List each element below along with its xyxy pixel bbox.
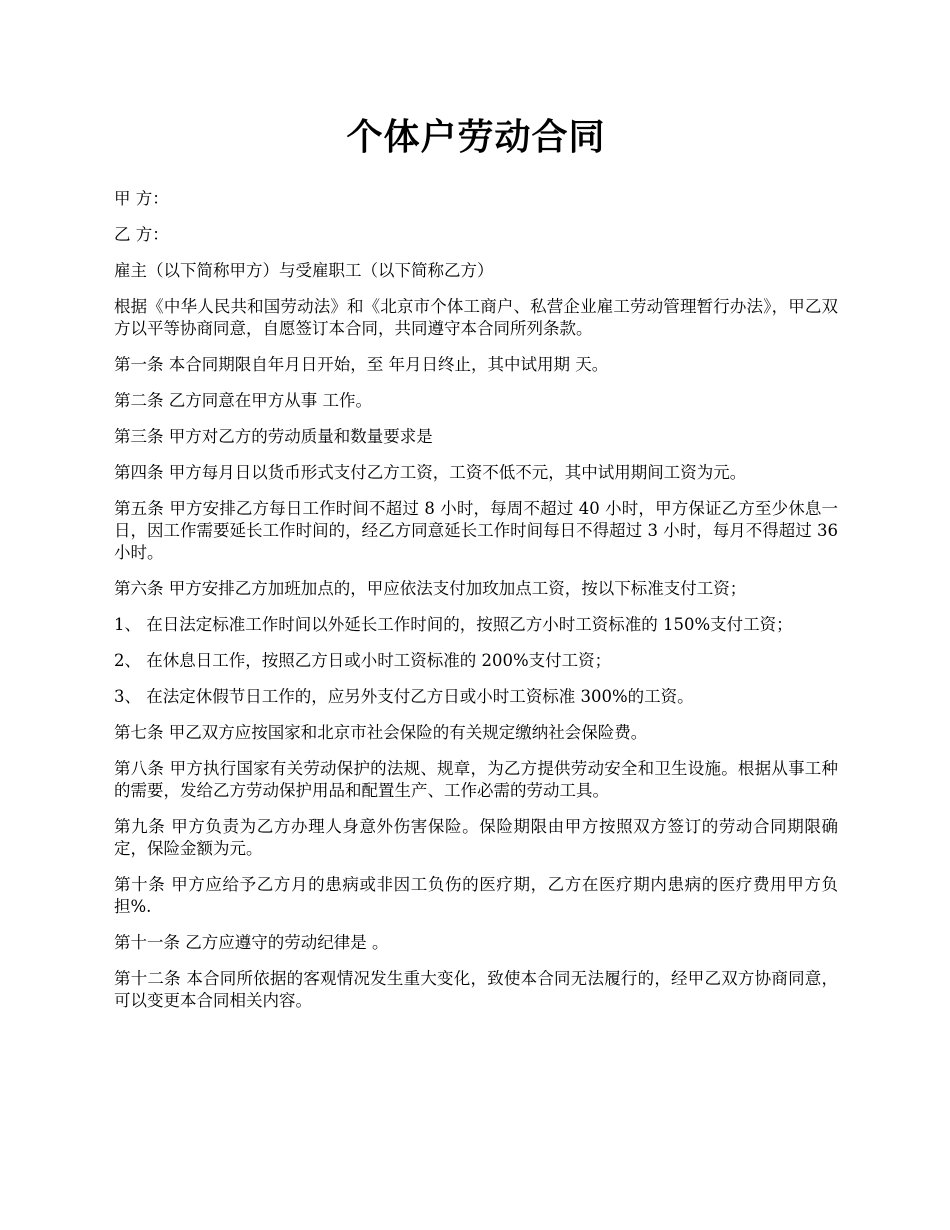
article-1: 第一条 本合同期限自年月日开始，至 年月日终止，其中试用期 天。 xyxy=(114,355,609,374)
article-6-item-3: 3、 在法定休假节日工作的，应另外支付乙方日或小时工资标准 300%的工资。 xyxy=(114,687,694,706)
article-6-item-1: 1、 在日法定标准工作时间以外延长工作时间的，按照乙方小时工资标准的 150%支付工资； xyxy=(114,615,793,634)
article-11: 第十一条 乙方应遵守的劳动纪律是 。 xyxy=(114,933,389,952)
article-7: 第七条 甲乙双方应按国家和北京市社会保险的有关规定缴纳社会保险费。 xyxy=(114,723,648,742)
article-4: 第四条 甲方每月日以货币形式支付乙方工资，工资不低不元，其中试用期间工资为元。 xyxy=(114,463,747,482)
document-title: 个体户劳动合同 xyxy=(346,116,606,158)
article-9: 第九条 甲方负责为乙方办理人身意外伤害保险。保险期限由甲方按照双方签订的劳动合同期限确定，保险金额为元。 xyxy=(114,817,838,858)
article-6: 第六条 甲方安排乙方加班加点的，甲应依法支付加玫加点工资，按以下标准支付工资； xyxy=(114,579,747,598)
article-8: 第八条 甲方执行国家有关劳动保护的法规、规章，为乙方提供劳动安全和卫生设施。根据从事工种的需要，发给乙方劳动保护用品和配置生产、工作必需的劳动工具。 xyxy=(114,759,838,800)
preamble: 根据《中华人民共和国劳动法》和《北京市个体工商户、私营企业雇工劳动管理暂行办法》，甲乙双方以平等协商同意，自愿签订本合同，共同遵守本合同所列条款。 xyxy=(114,297,838,338)
article-3: 第三条 甲方对乙方的劳动质量和数量要求是 xyxy=(114,427,433,446)
party-b-line: 乙 方： xyxy=(114,225,169,244)
article-5: 第五条 甲方安排乙方每日工作时间不超过 8 小时，每周不超过 40 小时，甲方保证乙方至少休息一日，因工作需要延长工作时间的，经乙方同意延长工作时间每日不得超过 3 小时，每月不得超过 36 小时。 xyxy=(114,499,838,562)
article-6-item-2: 2、 在休息日工作，按照乙方日或小时工资标准的 200%支付工资； xyxy=(114,651,612,670)
parties-definition: 雇主（以下简称甲方）与受雇职工（以下简称乙方） xyxy=(114,261,494,280)
article-2: 第二条 乙方同意在甲方从事 工作。 xyxy=(114,391,372,410)
article-10: 第十条 甲方应给予乙方月的患病或非因工负伤的医疗期，乙方在医疗期内患病的医疗费用甲方负担%. xyxy=(114,875,838,916)
party-a-line: 甲 方： xyxy=(114,189,169,208)
article-12: 第十二条 本合同所依据的客观情况发生重大变化，致使本合同无法履行的，经甲乙双方协商同意，可以变更本合同相关内容。 xyxy=(114,969,838,1010)
